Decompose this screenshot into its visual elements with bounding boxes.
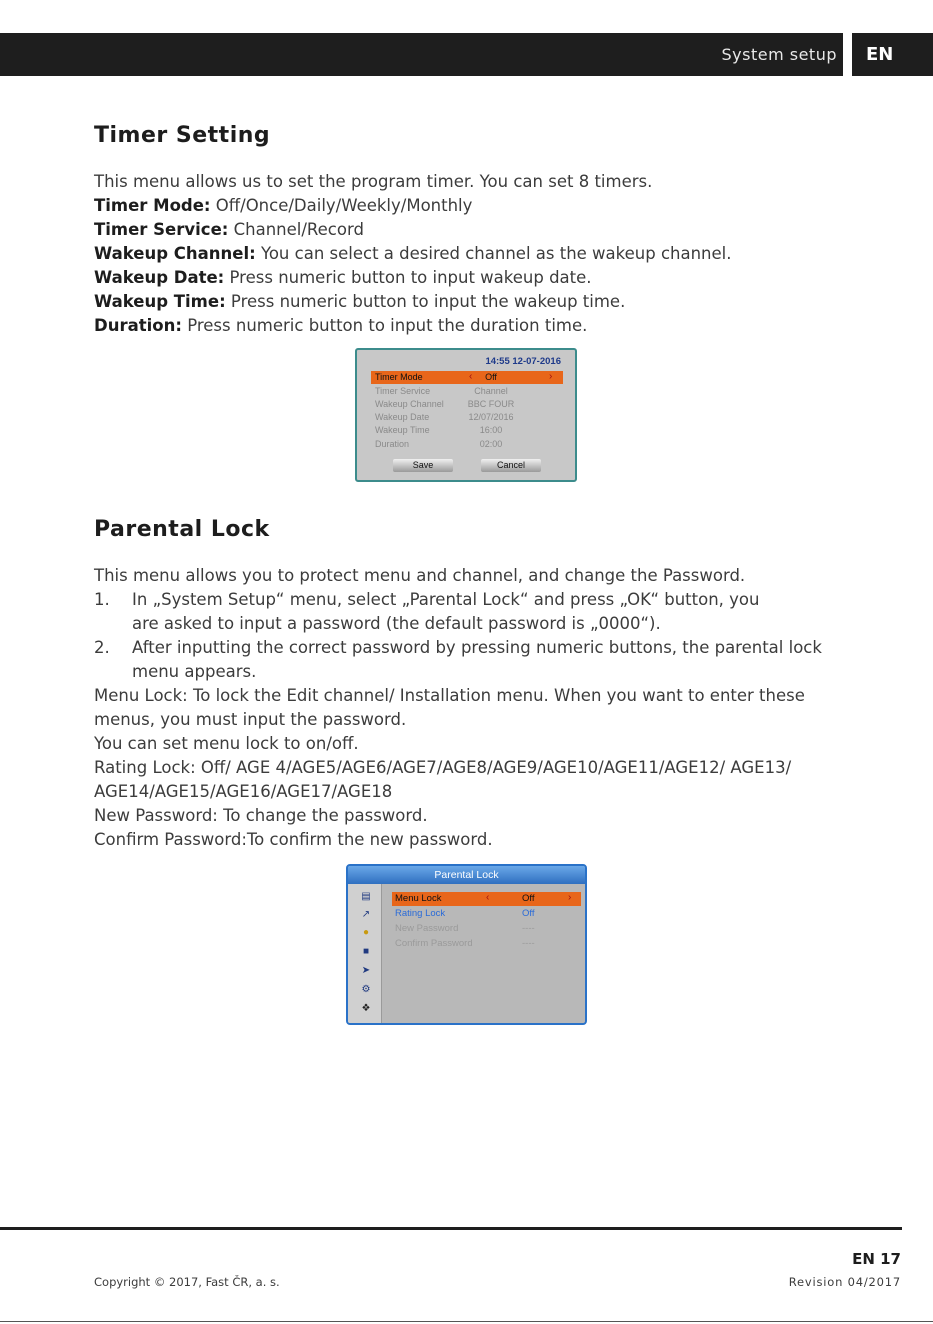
rating-lock-line-2: AGE14/AGE15/AGE16/AGE17/AGE18 bbox=[94, 782, 393, 801]
screen-row-label: Wakeup Channel bbox=[375, 399, 444, 409]
arrow-right-icon: › bbox=[549, 371, 553, 382]
header-bar bbox=[0, 33, 843, 76]
screen-row-duration bbox=[371, 438, 563, 451]
arrow-right-icon: › bbox=[568, 892, 572, 903]
screen-row-confirm-password bbox=[392, 937, 581, 951]
timer-service-text: Channel/Record bbox=[228, 220, 364, 239]
timer-screen bbox=[355, 348, 577, 482]
screen-row-label: Rating Lock bbox=[395, 908, 446, 919]
step-text: After inputting the correct password by pressing numeric buttons, the parental lock bbox=[132, 638, 822, 657]
screen-row-label: Timer Mode bbox=[375, 372, 423, 382]
screen-row-value: 02:00 bbox=[479, 439, 503, 449]
wakeup-date-text: Press numeric button to input wakeup date. bbox=[224, 268, 592, 287]
screen-row-timer-mode bbox=[371, 371, 563, 384]
parental-screen-sidebar bbox=[348, 884, 382, 1025]
wakeup-date-label: Wakeup Date: bbox=[94, 268, 225, 287]
tv-icon: ▤ bbox=[361, 891, 371, 902]
wakeup-time-text: Press numeric button to input the wakeup time. bbox=[225, 292, 626, 311]
globe-icon: ● bbox=[362, 927, 370, 938]
wakeup-time-line bbox=[94, 290, 625, 314]
duration-text: Press numeric button to input the duration time. bbox=[181, 316, 588, 335]
cancel-button[interactable]: Cancel bbox=[481, 459, 541, 472]
step-2-line-1 bbox=[94, 636, 822, 660]
screen-row-rating-lock bbox=[392, 907, 581, 921]
settings-icon: ⚙ bbox=[361, 984, 371, 995]
wakeup-channel-line bbox=[94, 242, 732, 266]
menu-lock-line-1: Menu Lock: To lock the Edit channel/ Installation menu. When you want to enter these bbox=[94, 686, 805, 705]
screen-row-label: Confirm Password bbox=[395, 938, 473, 949]
bottom-divider bbox=[0, 1321, 933, 1322]
duration-label: Duration: bbox=[94, 316, 182, 335]
timer-mode-label: Timer Mode: bbox=[94, 196, 211, 215]
step-1-line-2: are asked to input a password (the default password is „0000“). bbox=[132, 614, 661, 633]
step-number: 2. bbox=[94, 638, 110, 657]
screen-row-new-password bbox=[392, 922, 581, 936]
screen-row-value: Channel bbox=[474, 386, 508, 396]
save-button[interactable]: Save bbox=[393, 459, 453, 472]
timer-mode-line bbox=[94, 194, 472, 218]
satellite-icon: ↗ bbox=[361, 909, 371, 920]
wakeup-channel-label: Wakeup Channel: bbox=[94, 244, 256, 263]
timer-intro: This menu allows us to set the program timer. You can set 8 timers. bbox=[94, 172, 653, 191]
rating-lock-line-1: Rating Lock: Off/ AGE 4/AGE5/AGE6/AGE7/AGE8/AGE9/AGE10/AGE11/AGE12/ AGE13/ bbox=[94, 758, 792, 777]
copyright: Copyright © 2017, Fast ČR, a. s. bbox=[94, 1275, 280, 1289]
timer-service-line bbox=[94, 218, 364, 242]
screen-row-value: BBC FOUR bbox=[467, 399, 515, 409]
screen-row-label: Timer Service bbox=[375, 386, 431, 396]
screen-row-label: Duration bbox=[375, 439, 410, 449]
screen-row-value: Off bbox=[485, 372, 497, 382]
screen-row-value: ---- bbox=[522, 938, 535, 949]
menu-lock-line-3: You can set menu lock to on/off. bbox=[94, 734, 359, 753]
screen-row-wakeup-time bbox=[371, 424, 563, 437]
timer-mode-text: Off/Once/Daily/Weekly/Monthly bbox=[210, 196, 473, 215]
screen-row-timer-service bbox=[371, 385, 563, 398]
screen-row-value: Off bbox=[522, 893, 535, 904]
screen-row-value: 12/07/2016 bbox=[468, 412, 514, 422]
game-icon: ❖ bbox=[361, 1003, 371, 1014]
wakeup-channel-text: You can select a desired channel as the wakeup channel. bbox=[255, 244, 732, 263]
step-1-line-1 bbox=[94, 588, 759, 612]
wakeup-time-label: Wakeup Time: bbox=[94, 292, 226, 311]
step-number: 1. bbox=[94, 590, 110, 609]
parental-screen bbox=[346, 864, 587, 1025]
screen-datetime: 14:55 12-07-2016 bbox=[485, 356, 561, 367]
new-password-line: New Password: To change the password. bbox=[94, 806, 428, 825]
screen-row-label: New Password bbox=[395, 923, 459, 934]
screen-row-menu-lock bbox=[392, 892, 581, 906]
language-box bbox=[852, 33, 933, 76]
duration-line bbox=[94, 314, 587, 338]
folder-icon: ■ bbox=[362, 946, 370, 957]
screen-row-value: 16:00 bbox=[479, 425, 503, 435]
screen-row-wakeup-channel bbox=[371, 398, 563, 411]
timer-service-label: Timer Service: bbox=[94, 220, 229, 239]
header-title: System setup bbox=[721, 45, 837, 64]
timer-section-title: Timer Setting bbox=[94, 123, 271, 148]
screen-row-label: Wakeup Date bbox=[375, 412, 430, 422]
footer-divider bbox=[0, 1227, 902, 1230]
screen-row-value: ---- bbox=[522, 923, 535, 934]
screen-row-label: Wakeup Time bbox=[375, 425, 430, 435]
screen-row-wakeup-date bbox=[371, 411, 563, 424]
language-label: EN bbox=[866, 44, 894, 65]
confirm-password-line: Confirm Password:To confirm the new password. bbox=[94, 830, 493, 849]
parental-intro: This menu allows you to protect menu and channel, and change the Password. bbox=[94, 566, 746, 585]
screen-row-value: Off bbox=[522, 908, 535, 919]
step-2-line-2: menu appears. bbox=[132, 662, 257, 681]
arrow-left-icon: ‹ bbox=[486, 892, 490, 903]
wakeup-date-line bbox=[94, 266, 592, 290]
arrow-left-icon: ‹ bbox=[469, 371, 473, 382]
step-text: In „System Setup“ menu, select „Parental Lock“ and press „OK“ button, you bbox=[132, 590, 760, 609]
parental-section-title: Parental Lock bbox=[94, 517, 270, 542]
screen-row-label: Menu Lock bbox=[395, 893, 442, 904]
parental-screen-title: Parental Lock bbox=[348, 866, 585, 884]
menu-lock-line-2: menus, you must input the password. bbox=[94, 710, 407, 729]
usb-icon: ➤ bbox=[361, 965, 371, 976]
revision: Revision 04/2017 bbox=[788, 1275, 901, 1289]
page-number: EN 17 bbox=[852, 1250, 901, 1268]
